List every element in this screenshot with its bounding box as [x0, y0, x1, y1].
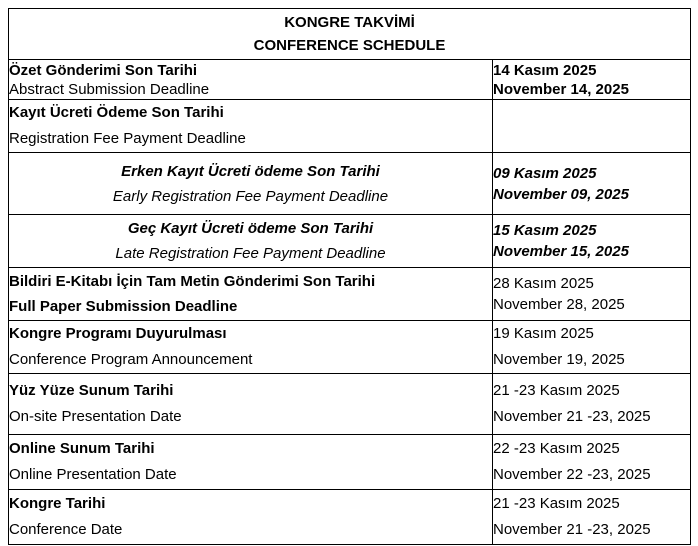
event-date-tr: 15 Kasım 2025 [493, 222, 597, 239]
event-date-tr: 14 Kasım 2025 [493, 61, 597, 79]
event-label-en: Online Presentation Date [9, 466, 177, 483]
conference-schedule-table [8, 8, 691, 545]
event-date-tr: 09 Kasım 2025 [493, 164, 597, 182]
event-label-en: Registration Fee Payment Deadline [9, 130, 246, 147]
event-date-tr: 21 -23 Kasım 2025 [493, 495, 620, 512]
row-full-paper [9, 268, 691, 321]
event-date-en: November 28, 2025 [493, 296, 625, 313]
event-label-cell [9, 268, 493, 321]
event-label-cell [9, 321, 493, 374]
table-title-tr: KONGRE TAKVİMİ [284, 14, 415, 31]
event-date-en: November 09, 2025 [493, 185, 629, 203]
event-date-en: November 21 -23, 2025 [493, 521, 651, 538]
event-label-tr: Online Sunum Tarihi [9, 440, 155, 457]
event-label-en: Full Paper Submission Deadline [9, 298, 238, 315]
event-date-cell [493, 60, 691, 100]
row-late-registration [9, 215, 691, 268]
event-label-tr: Özet Gönderimi Son Tarihi [9, 61, 198, 79]
row-program-announcement [9, 321, 691, 374]
event-date-cell [493, 490, 691, 545]
event-label-en: Conference Date [9, 521, 123, 538]
event-label-en: Conference Program Announcement [9, 351, 253, 368]
event-label-tr: Bildiri E-Kitabı İçin Tam Metin Gönderimi Son Tarihi [9, 273, 376, 290]
event-label-cell [9, 100, 493, 153]
table-header-row [9, 9, 691, 60]
event-date-cell [493, 215, 691, 268]
event-label-cell [9, 490, 493, 545]
event-date-en: November 15, 2025 [493, 243, 629, 260]
table-title-en: CONFERENCE SCHEDULE [253, 37, 446, 54]
event-date-tr: 19 Kasım 2025 [493, 325, 594, 342]
event-date-tr: 21 -23 Kasım 2025 [493, 382, 620, 399]
event-date-cell [493, 100, 691, 153]
event-date-cell [493, 321, 691, 374]
event-date-cell [493, 153, 691, 215]
event-date-en: November 21 -23, 2025 [493, 408, 651, 425]
event-date-cell [493, 268, 691, 321]
event-label-en: Late Registration Fee Payment Deadline [115, 245, 386, 262]
event-label-en: Early Registration Fee Payment Deadline [112, 187, 389, 205]
event-label-tr: Geç Kayıt Ücreti ödeme Son Tarihi [127, 220, 374, 237]
event-label-cell [9, 435, 493, 490]
event-label-en: On-site Presentation Date [9, 408, 182, 425]
row-registration-fee [9, 100, 691, 153]
row-early-registration [9, 153, 691, 215]
row-conference-date [9, 490, 691, 545]
event-label-tr: Kongre Tarihi [9, 495, 106, 512]
event-date-tr: 22 -23 Kasım 2025 [493, 440, 620, 457]
event-date-en: November 22 -23, 2025 [493, 466, 651, 483]
event-label-cell [9, 153, 493, 215]
event-date-tr: 28 Kasım 2025 [493, 275, 594, 292]
row-online-presentation [9, 435, 691, 490]
event-label-tr: Kayıt Ücreti Ödeme Son Tarihi [9, 104, 224, 121]
event-label-cell [9, 374, 493, 435]
event-label-cell [9, 215, 493, 268]
event-label-tr: Erken Kayıt Ücreti ödeme Son Tarihi [121, 162, 380, 180]
event-label-tr: Yüz Yüze Sunum Tarihi [9, 382, 174, 399]
event-date-en: November 19, 2025 [493, 351, 625, 368]
event-date-cell [493, 435, 691, 490]
event-label-en: Abstract Submission Deadline [9, 80, 210, 98]
event-label-cell [9, 60, 493, 100]
table-title-cell [9, 9, 691, 60]
event-date-cell [493, 374, 691, 435]
row-abstract-submission [9, 60, 691, 100]
event-label-tr: Kongre Programı Duyurulması [9, 325, 227, 342]
event-date-en: November 14, 2025 [493, 80, 629, 98]
row-onsite-presentation [9, 374, 691, 435]
